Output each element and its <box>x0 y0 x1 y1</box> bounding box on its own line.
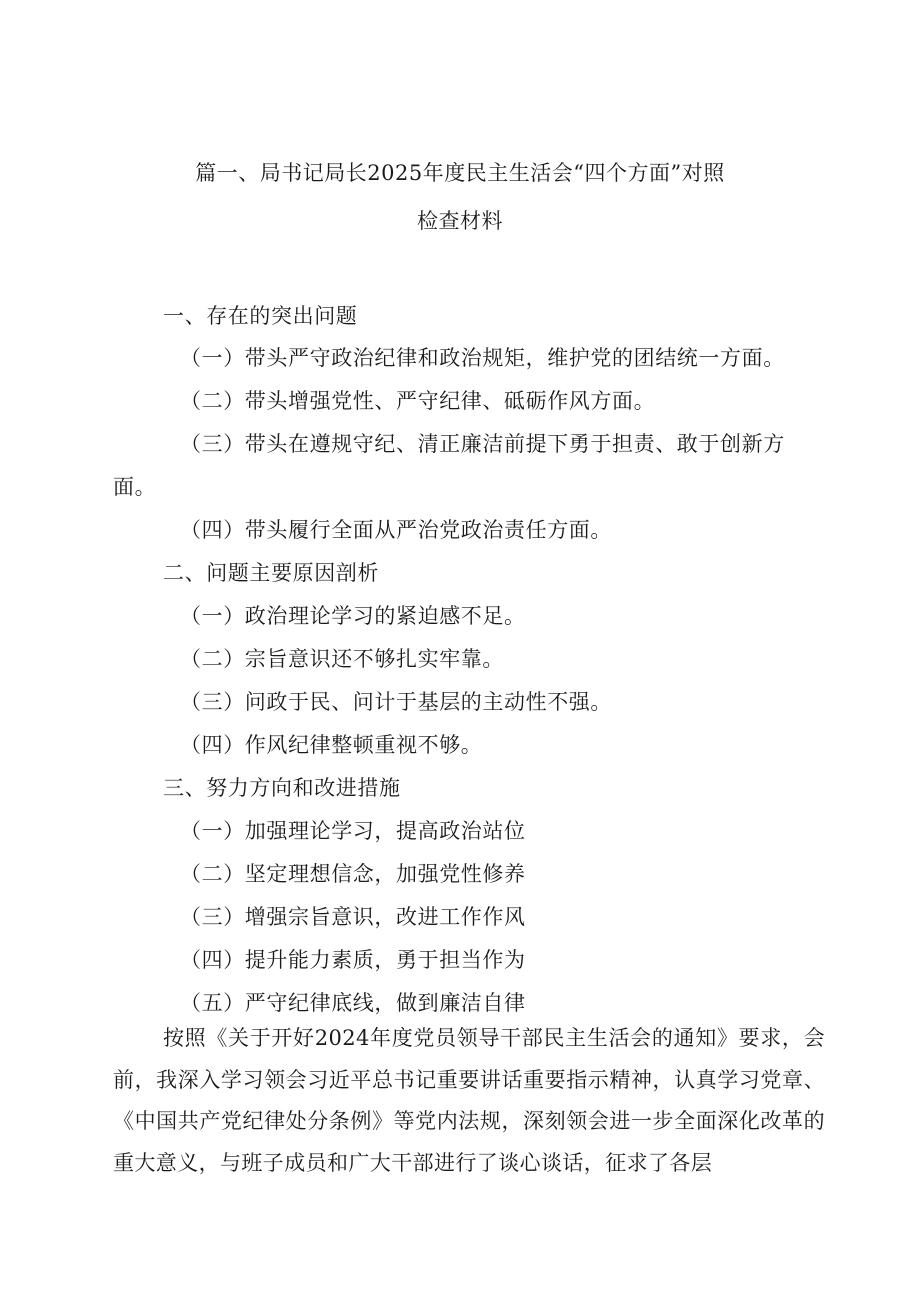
section-3-item-5: （五）严守纪律底线，做到廉洁自律 <box>180 991 526 1015</box>
section-3-item-4: （四）提升能力素质，勇于担当作为 <box>180 948 526 972</box>
section-2-item-3: （三）问政于民、问计于基层的主动性不强。 <box>180 690 612 714</box>
section-1-item-3-continued: 面。 <box>113 475 157 499</box>
section-heading-3: 三、努力方向和改进措施 <box>163 776 401 800</box>
document-title-line-1: 篇一、局书记局长2025年度民主生活会“四个方面”对照 <box>195 161 725 185</box>
document-title-line-2: 检查材料 <box>417 209 503 233</box>
section-1-item-3: （三）带头在遵规守纪、清正廉洁前提下勇于担责、敢于创新方 <box>180 432 785 456</box>
section-1-item-4: （四）带头履行全面从严治党政治责任方面。 <box>180 518 612 542</box>
section-2-item-4: （四）作风纪律整顿重视不够。 <box>180 733 483 757</box>
section-heading-2: 二、问题主要原因剖析 <box>163 561 379 585</box>
section-heading-1: 一、存在的突出问题 <box>163 304 358 328</box>
section-3-item-3: （三）增强宗旨意识，改进工作作风 <box>180 905 526 929</box>
section-1-item-2: （二）带头增强党性、严守纪律、砥砺作风方面。 <box>180 389 656 413</box>
section-2-item-2: （二）宗旨意识还不够扎实牢靠。 <box>180 647 504 671</box>
section-2-item-1: （一）政治理论学习的紧迫感不足。 <box>180 604 526 628</box>
section-3-item-1: （一）加强理论学习，提高政治站位 <box>180 819 526 843</box>
section-3-item-2: （二）坚定理想信念，加强党性修养 <box>180 862 526 886</box>
section-1-item-1: （一）带头严守政治纪律和政治规矩，维护党的团结统一方面。 <box>180 346 785 370</box>
body-paragraph: 按照《关于开好2024年度党员领导干部民主生活会的通知》要求，会前，我深入学习领会习近平总书记重要讲话重要指示精神，认真学习党章、《中国共产党纪律处分条例》等党内法规，深刻领会进一步全面深化改革的重大意义，与班子成员和广大干部进行了谈心谈话，征求了各层 <box>113 1026 825 1175</box>
